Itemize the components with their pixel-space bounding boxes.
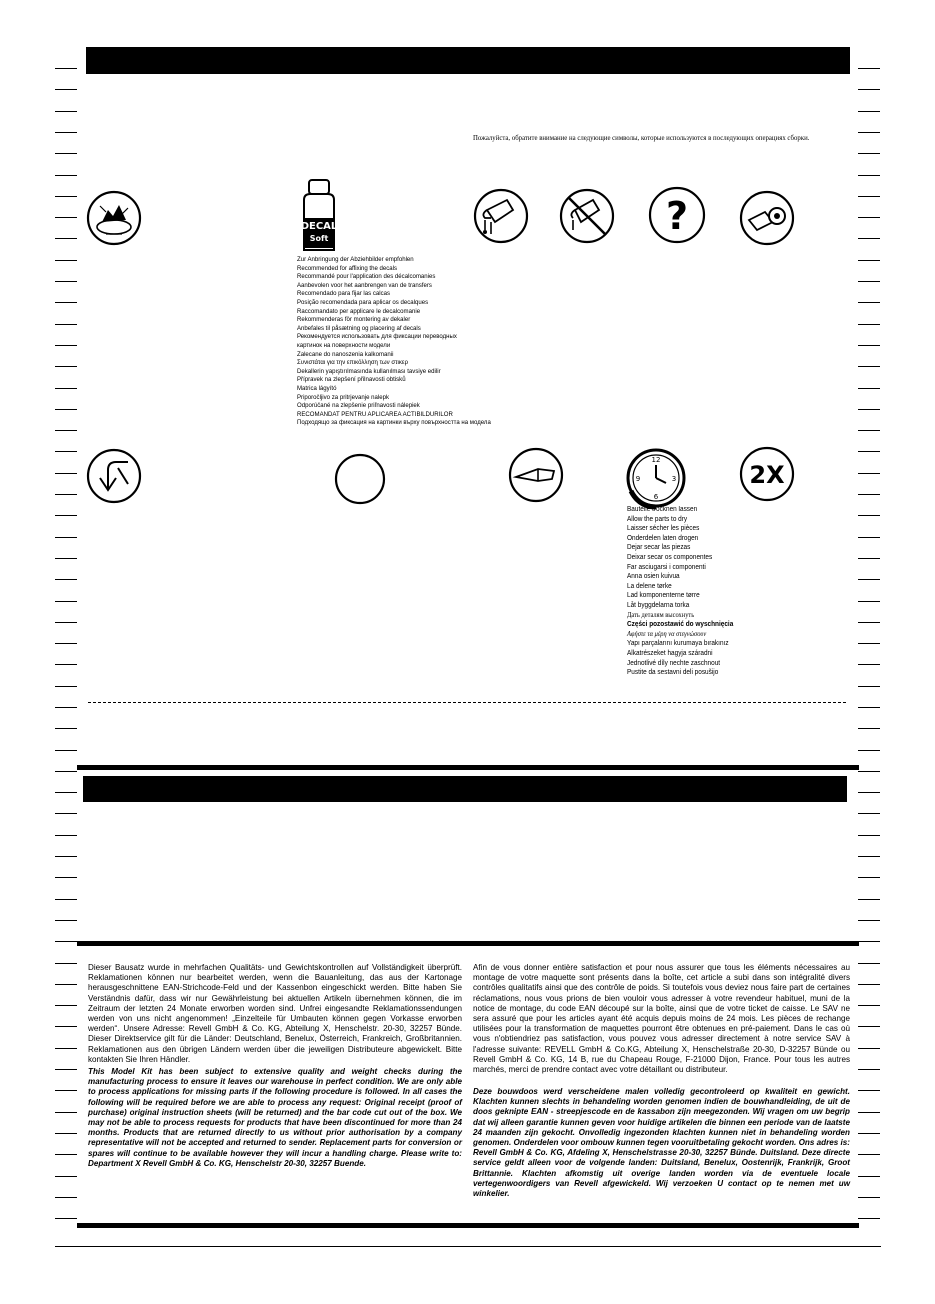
- caption-line: Posição recomendada para aplicar os decalques: [297, 298, 429, 306]
- margin-tick: [55, 1176, 77, 1177]
- margin-tick: [55, 388, 77, 389]
- margin-tick: [55, 196, 77, 197]
- caption-line: Alkatrészeket hagyja száradni: [627, 649, 713, 657]
- margin-tick: [55, 835, 77, 836]
- margin-tick: [858, 1069, 880, 1070]
- margin-tick: [858, 984, 880, 985]
- caption-line: Części pozostawić do wyschnięcia: [627, 621, 734, 629]
- margin-tick: [55, 601, 77, 602]
- margin-tick: [55, 664, 77, 665]
- margin-tick: [55, 792, 77, 793]
- margin-tick: [858, 1005, 880, 1006]
- decal-bottle-sublabel: Soft: [309, 234, 329, 243]
- margin-tick: [858, 750, 880, 751]
- clock-number-6: 6: [653, 493, 659, 501]
- margin-tick: [858, 281, 880, 282]
- margin-tick: [55, 430, 77, 431]
- margin-tick: [858, 1112, 880, 1113]
- margin-tick: [55, 1026, 77, 1027]
- margin-tick: [55, 345, 77, 346]
- margin-tick: [858, 153, 880, 154]
- caption-line: Συνιστάται για την επικόλληση των στικερ: [297, 359, 409, 367]
- margin-tick: [55, 941, 77, 942]
- twice-label: 2X: [749, 461, 785, 489]
- margin-tick: [858, 877, 880, 878]
- caption-line: Přípravek na zlepšení přilnavosti obtisků: [297, 376, 406, 384]
- margin-tick: [55, 771, 77, 772]
- margin-tick: [858, 132, 880, 133]
- decal-soft-bottle-icon: [296, 178, 344, 254]
- margin-tick: [858, 473, 880, 474]
- caption-line: La delene tørke: [627, 582, 672, 590]
- notice-english: This Model Kit has been subject to extensive quality and weight checks during the manufacturing process to ensure it leaves our warehouse in perfect condition. We are only able to process applications for missing parts if the following procedure is followed. In all cases the following will be required before we are able to process any request: Original receipt (proof of purchase) original instruction sheets (will be returned) and the bar code cut out of the box. We may not be able to process requests for products that have been discontinued for more than 24 months. Products that are returned directly to us without prior authorisation by a company representative will not be accepted and returned to sender. Replacement parts for conversion or spares will continue to be available however they will incur a handling charge. Please write to: Department X Revell GmbH & Co. KG, Henschelstr 20-30, 32257 Buende.: [88, 1067, 462, 1168]
- margin-tick: [55, 537, 77, 538]
- caption-line: Raccomandato per applicare le decalcomanie: [297, 307, 421, 315]
- caption-line: Recomendado para fijar las calcas: [297, 290, 391, 298]
- margin-tick: [55, 175, 77, 176]
- margin-tick: [858, 664, 880, 665]
- margin-tick: [858, 1154, 880, 1155]
- margin-tick: [55, 686, 77, 687]
- margin-tick: [858, 175, 880, 176]
- margin-tick: [858, 963, 880, 964]
- margin-tick: [858, 238, 880, 239]
- glue-icon: [473, 188, 529, 244]
- twice-badge-icon: [739, 446, 795, 502]
- margin-tick: [55, 111, 77, 112]
- question-mark-icon: [648, 186, 706, 244]
- margin-tick: [858, 686, 880, 687]
- margin-tick: [858, 1133, 880, 1134]
- margin-tick: [55, 68, 77, 69]
- caption-line: Far asciugarsi i componenti: [627, 563, 706, 571]
- margin-tick: [858, 111, 880, 112]
- margin-tick: [55, 579, 77, 580]
- margin-tick: [858, 324, 880, 325]
- margin-tick: [858, 1090, 880, 1091]
- caption-line: Jednotlivé díly nechte zaschnout: [627, 659, 721, 667]
- caption-line: Дать деталям высохнуть: [627, 610, 695, 619]
- caption-line: Dekallerin yapıştırılmasında kullanılması tavsiye edilir: [297, 367, 441, 375]
- notice-dutch: Deze bouwdoos werd verscheidene malen volledig gecontroleerd op kwaliteit en gewicht. Klachten kunnen slechts in behandeling worden genomen indien de bouwhandleiding, de uit de doos geknipte EAN - streepjescode en de kassabon zijn meegezonden. Wij vragen om uw begrip dat wij alleen garantie kunnen geven voor huidige artikelen die binnen een periode van de laatste 24 maanden zijn gekocht. Onvolledig ingezonden klachten kunnen niet in behandeling worden genomen. Onderdelen voor ombouw kunnen tegen vooruitbetaling gekocht worden. Ons adres is: Revell GmbH & Co. KG, Afdeling X, Henschelstrasse 20-30, 32257 Bünde. Duitsland. Deze directe service geldt alleen voor de volgende landen: Duitsland, Benelux, Oostenrijk, Frankrijk, Groot Brittannie. Klachten afkomstig uit overige landen worden via de eventuele locale vertegenwoordigers van Revell afgewickeld. Wij verzoeken U contact op te nemen met uw winkelier.: [473, 1087, 850, 1199]
- margin-tick: [55, 409, 77, 410]
- caption-line: Låt byggdelarna torka: [627, 601, 690, 609]
- margin-tick: [55, 89, 77, 90]
- rule-thick-2: [77, 941, 859, 946]
- dry-caption: [627, 505, 733, 678]
- margin-tick: [858, 792, 880, 793]
- caption-line: картинок на поверхности модели: [297, 341, 391, 349]
- margin-tick: [858, 430, 880, 431]
- margin-tick: [55, 813, 77, 814]
- margin-tick: [55, 132, 77, 133]
- caption-line: Laisser sécher les pièces: [627, 525, 700, 533]
- margin-tick: [858, 1048, 880, 1049]
- margin-tick: [55, 1112, 77, 1113]
- caption-line: Pustite da sestavni deli posušijo: [627, 669, 719, 677]
- margin-tick: [55, 750, 77, 751]
- margin-tick: [858, 622, 880, 623]
- clock-number-9: 9: [635, 475, 641, 483]
- caption-line: Αφήστε τα μέρη να στεγνώσουν: [627, 629, 707, 638]
- caption-line: Deixar secar os componentes: [627, 553, 713, 561]
- margin-tick: [55, 1090, 77, 1091]
- margin-tick: [858, 494, 880, 495]
- margin-tick: [55, 1133, 77, 1134]
- margin-tick: [55, 260, 77, 261]
- margin-tick: [858, 1197, 880, 1198]
- bend-arrow-icon: [86, 448, 142, 504]
- caption-line: Lad komponenterne tørre: [627, 592, 700, 600]
- margin-tick: [858, 260, 880, 261]
- margin-tick: [55, 643, 77, 644]
- margin-tick: [55, 238, 77, 239]
- margin-tick: [55, 963, 77, 964]
- margin-tick: [55, 1154, 77, 1155]
- margin-tick: [858, 941, 880, 942]
- circle-icon: [334, 453, 386, 505]
- margin-tick: [55, 1197, 77, 1198]
- margin-tick: [858, 899, 880, 900]
- notice-french: Afin de vous donner entière satisfaction et pour nous assurer que tous les éléments nécessaires au montage de votre maquette sont présents dans la boîte, cet article a subi dans son intégralité divers contrôles qualitatifs ainsi que des contrôle de poids. Si toutefois vous deviez nous faire part de certaines réclamations, nous vous prions de bien vouloir vous adresser à votre revendeur habituel, muni de la notice de montage, du code EAN découpé sur la boîte, ainsi que de votre ticket de caisse. Le SAV ne sera assuré que pour les articles ayant été acquis depuis moins de 24 mois. Les pièces de rechange utilisées pour la transformation de maquettes pourront être obtenues en pré-paiement. Dans le cas où vous n'obtiendriez pas satisfaction, vous pouvez vous adresser directement à notre service SAV à l'adresse suivante: REVELL GmbH & Co.KG, Abteilung X, Henschelstraße 20-30, D-32257 Bünde ou Revell GmbH & Co. KG, 14 B, rue du Chapeau Rouge, F-21000 Dijon, France. Pour tous les autres marchés, merci de prendre contact avec votre détaillant ou distributeur.: [473, 963, 850, 1075]
- caption-line: Onderdelen laten drogen: [627, 534, 699, 542]
- caption-line: RECOMANDAT PENTRU APLICAREA ACTIBILDURILOR: [297, 410, 453, 418]
- margin-tick: [858, 813, 880, 814]
- margin-tick: [55, 899, 77, 900]
- caption-line: Recommandé pour l'application des décalcomanies: [297, 273, 436, 281]
- margin-tick: [858, 771, 880, 772]
- margin-tick: [858, 409, 880, 410]
- margin-tick: [858, 388, 880, 389]
- caption-line: Yapı parçalarını kurumaya bırakınız: [627, 640, 729, 648]
- margin-tick: [858, 835, 880, 836]
- caption-line: Recommended for affixing the decals: [297, 264, 398, 272]
- margin-tick: [55, 1048, 77, 1049]
- margin-tick: [55, 984, 77, 985]
- margin-tick: [858, 558, 880, 559]
- caption-line: Matrica lágyító: [297, 384, 337, 392]
- margin-tick: [55, 451, 77, 452]
- margin-tick: [55, 558, 77, 559]
- top-header-bar: [86, 47, 850, 74]
- margin-tick: [858, 601, 880, 602]
- decal-bottle-label: DECAL: [300, 221, 338, 232]
- margin-tick: [55, 324, 77, 325]
- margin-tick: [55, 920, 77, 921]
- dashed-separator: [88, 702, 846, 703]
- margin-tick: [858, 366, 880, 367]
- margin-tick: [858, 196, 880, 197]
- margin-tick: [55, 494, 77, 495]
- svg-text:?: ?: [665, 194, 689, 238]
- caption-line: Rekommenderas för montering av dekaler: [297, 316, 411, 324]
- margin-tick: [55, 1218, 77, 1219]
- middle-header-bar: [83, 776, 847, 802]
- rule-thick-3: [77, 1223, 859, 1228]
- margin-tick: [55, 1069, 77, 1070]
- margin-tick: [55, 856, 77, 857]
- footer-rule: [55, 1246, 881, 1247]
- margin-tick: [55, 622, 77, 623]
- caption-line: Odporúčané na zlepšenie priľnavosti nálepiek: [297, 402, 420, 410]
- margin-tick: [858, 302, 880, 303]
- caption-line: Zur Anbringung der Abziehbilder empfohlen: [297, 256, 414, 263]
- caption-line: Aanbevolen voor het aanbrengen van de transfers: [297, 281, 432, 289]
- margin-tick: [858, 89, 880, 90]
- margin-tick: [858, 920, 880, 921]
- margin-tick: [55, 366, 77, 367]
- margin-tick: [55, 217, 77, 218]
- russian-symbols-note: Пожалуйста, обратите внимание на следующие символы, которые используются в последующих операциях сборки.: [473, 135, 810, 142]
- margin-tick: [858, 1176, 880, 1177]
- margin-tick: [55, 707, 77, 708]
- margin-tick: [55, 302, 77, 303]
- caption-line: Bauteile trocknen lassen: [627, 506, 698, 513]
- decal-caption: [297, 256, 491, 428]
- margin-tick: [858, 451, 880, 452]
- margin-tick: [858, 707, 880, 708]
- margin-tick: [858, 856, 880, 857]
- margin-tick: [55, 728, 77, 729]
- sandpaper-icon: [86, 190, 142, 246]
- clock-number-3: 3: [671, 475, 677, 483]
- margin-tick: [858, 643, 880, 644]
- margin-tick: [858, 217, 880, 218]
- notice-german: Dieser Bausatz wurde in mehrfachen Qualitäts- und Gewichtskontrollen auf Vollständigkeit überprüft. Reklamationen können nur bearbeitet werden, wenn die Bauanleitung, das aus der Kartonage herausgeschnittene EAN-Strichcode-Feld und der Kassenbon eingeschickt werden. Bitte haben Sie Verständnis dafür, dass wir nur Gewährleistung bei aktuellen Artikeln übernehmen können, die im Zeitraum der letzten 24 Monate erworben worden sind. Unfrei eingesandte Reklamationssendungen werden von uns nicht angenommen! „Einzelteile für Umbauten können gegen Vorkasse erworben werden“. Unsere Adresse: Revell GmbH & Co. KG, Abteilung X, Henschelstr. 20-30, 32257 Bünde. Dieser Direktservice gilt für die Länder: Deutschland, Benelux, Österreich, Frankreich, Großbritannien. Reklamationen aus den übrigen Ländern werden über die jeweiligen Distributeure abgewickelt. Bitte kontakten Sie Ihren Händler.: [88, 963, 462, 1064]
- margin-tick: [55, 1005, 77, 1006]
- caption-line: Anna osien kuivua: [627, 573, 680, 581]
- caption-line: Dejar secar las piezas: [627, 544, 691, 552]
- tape-icon: [739, 190, 795, 246]
- margin-tick: [858, 537, 880, 538]
- margin-tick: [55, 281, 77, 282]
- margin-tick: [858, 68, 880, 69]
- margin-tick: [55, 153, 77, 154]
- margin-tick: [858, 1218, 880, 1219]
- caption-line: Zalecane do nanoszenia kalkomanii: [297, 350, 394, 358]
- caption-line: Рекомендуется использовать для фиксации переводных: [297, 333, 457, 341]
- caption-line: Priporočljivo za pritrjevanje nalepk: [297, 393, 390, 401]
- no-glue-icon: [559, 188, 615, 244]
- margin-tick: [55, 473, 77, 474]
- clock-number-12: 12: [651, 456, 661, 464]
- rule-thick-1: [77, 765, 859, 770]
- clock-icon: [625, 447, 687, 509]
- margin-tick: [858, 728, 880, 729]
- margin-tick: [858, 579, 880, 580]
- margin-tick: [55, 515, 77, 516]
- margin-tick: [858, 1026, 880, 1027]
- caption-line: Подходящо за фиксация на картинки върху повърхността на модела: [297, 419, 491, 427]
- margin-tick: [55, 877, 77, 878]
- caption-line: Anbefales til påsætning og placering af decals: [297, 324, 421, 332]
- caption-line: Allow the parts to dry: [627, 515, 688, 523]
- margin-tick: [858, 515, 880, 516]
- knife-icon: [508, 447, 564, 503]
- margin-tick: [858, 345, 880, 346]
